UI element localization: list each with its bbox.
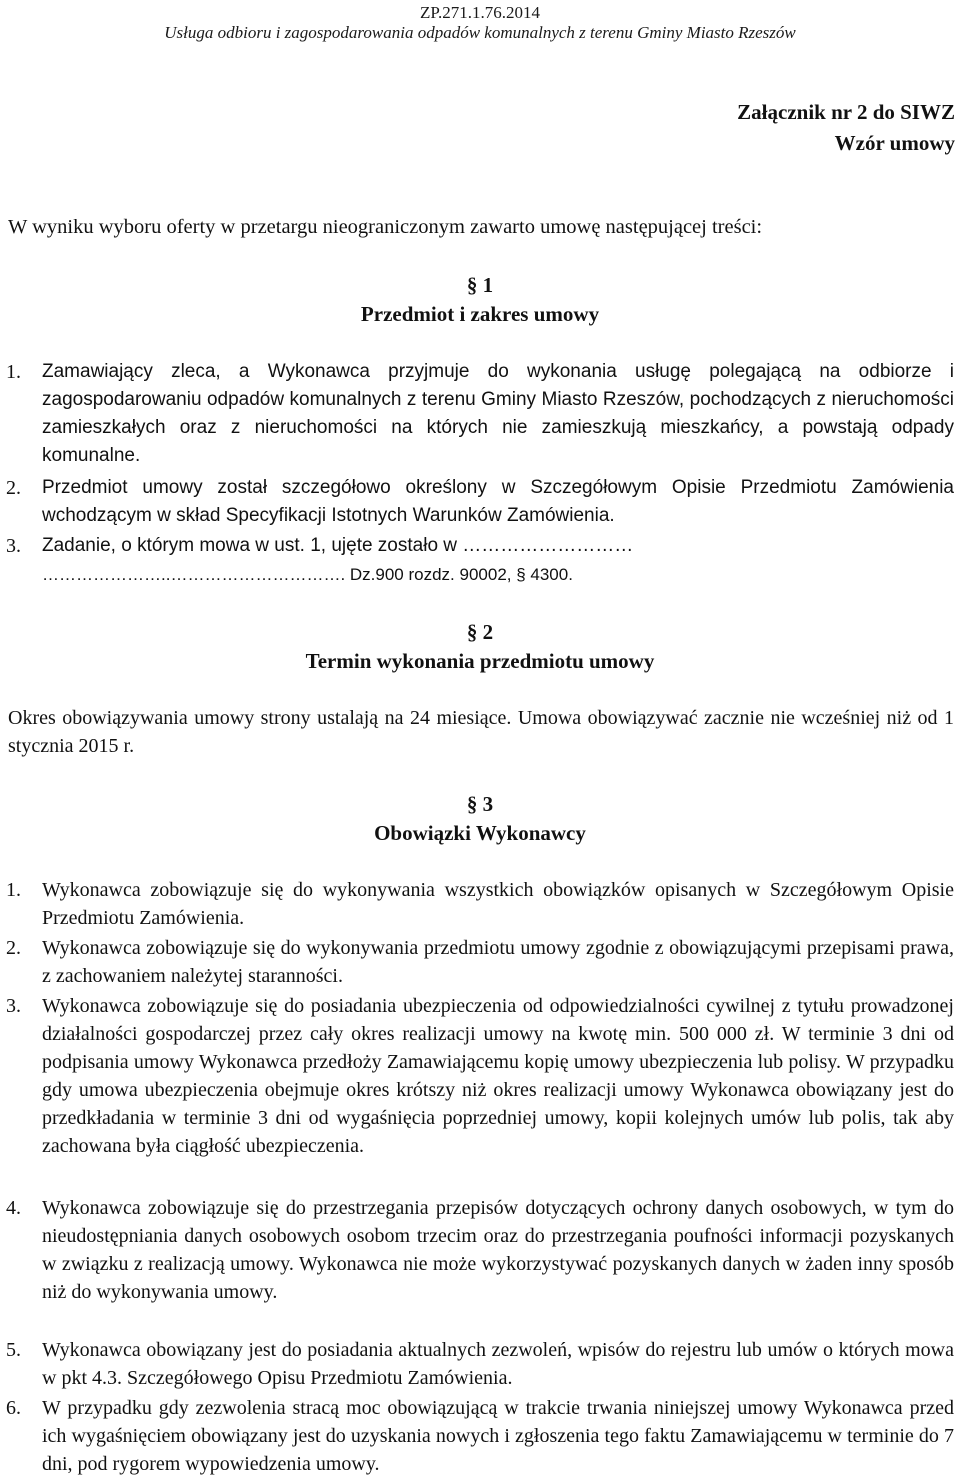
section-3-title: Obowiązki Wykonawcy bbox=[374, 821, 586, 845]
section-2-number: § 2 bbox=[466, 620, 494, 644]
intro-paragraph: W wyniku wyboru oferty w przetargu nieograniczonym zawarto umowę następującej treści: bbox=[8, 216, 763, 238]
section-3-item-3-text: Wykonawca zobowiązuje się do posiadania ubezpieczenia od odpowiedzialności cywilnej z tytułu prowadzonej działalności gospodarczej przez cały okres realizacji umowy na kwotę min. 500 000 zł. W terminie 3 dni od podpisania umowy Wykonawca przedłoży Zamawiającemu kopię umowy ubezpieczenia lub polisy. W przypadku gdy umowa ubezpieczenia obejmuje okres krótszy niż okres realizacji umowy Wykonawca obowiązany jest do przedkładania w terminie 3 dni od wygaśnięcia poprzedniej umowy, kopii kolejnych umów lub polis, tak aby zachowana była ciągłość ubezpieczenia. bbox=[42, 995, 954, 1157]
section-3-item-1-text: Wykonawca zobowiązuje się do wykonywania wszystkich obowiązków opisanych w Szczegółowym Opisie Przedmiotu Zamówienia. bbox=[42, 879, 954, 929]
section-3-item-3-number: 3. bbox=[6, 995, 21, 1017]
section-3-item-6-number: 6. bbox=[6, 1397, 21, 1419]
section-1-item-2-text: Przedmiot umowy został szczegółowo określony w Szczegółowym Opisie Przedmiotu Zamówienia wchodzącym w skład Specyfikacji Istotnych Warunków Zamówienia. bbox=[42, 477, 954, 526]
section-2-title: Termin wykonania przedmiotu umowy bbox=[305, 649, 655, 673]
section-3-item-6-text: W przypadku gdy zezwolenia stracą moc obowiązującą w trakcie trwania niniejszej umowy Wykonawca przed ich wygaśnięciem obowiązany jest do uzyskania nowych i zgłoszenia tego faktu Zamawiającemu w terminie do 7 dni, pod rygorem wypowiedzenia umowy. bbox=[42, 1397, 954, 1475]
section-1-item-1-number: 1. bbox=[6, 361, 21, 383]
section-3-item-4-text: Wykonawca zobowiązuje się do przestrzegania przepisów dotyczących ochrony danych osobowych, w tym do nieudostępniania danych osobowych osobom trzecim oraz do przestrzegania poufności informacji pozyskanych w związku z realizacją umowy. Wykonawca nie może wykorzystywać pozyskanych danych w żaden inny sposób niż do wykonywania umowy. bbox=[42, 1197, 954, 1303]
section-3-item-5-number: 5. bbox=[6, 1339, 21, 1361]
section-3-number: § 3 bbox=[466, 792, 494, 816]
section-1-item-2-number: 2. bbox=[6, 477, 21, 499]
section-3-item-1-number: 1. bbox=[6, 879, 21, 901]
section-3-item-2-number: 2. bbox=[6, 937, 21, 959]
section-2-text: Okres obowiązywania umowy strony ustalają na 24 miesiące. Umowa obowiązywać zacznie nie wcześniej niż od 1 stycznia 2015 r. bbox=[8, 707, 954, 757]
section-3-item-5-text: Wykonawca obowiązany jest do posiadania aktualnych zezwoleń, wpisów do rejestru lub umów o których mowa w pkt 4.3. Szczegółowego Opisu Przedmiotu Zamówienia. bbox=[42, 1339, 954, 1389]
annex-number: Załącznik nr 2 do SIWZ bbox=[737, 100, 955, 124]
section-1-number: § 1 bbox=[466, 273, 494, 297]
section-1-item-3-text: Zadanie, o którym mowa w ust. 1, ujęte zostało w ……………………… bbox=[42, 535, 634, 556]
section-3-item-2-text: Wykonawca zobowiązuje się do wykonywania przedmiotu umowy zgodnie z obowiązującymi przepisami prawa, z zachowaniem należytej staranności. bbox=[42, 937, 954, 987]
annex-subtitle: Wzór umowy bbox=[834, 131, 955, 155]
header-title: Usługa odbioru i zagospodarowania odpadów komunalnych z terenu Gminy Miasto Rzeszów bbox=[164, 23, 796, 42]
section-1-item-1-text: Zamawiający zleca, a Wykonawca przyjmuje do wykonania usługę polegającą na odbiorze i zagospodarowaniu odpadów komunalnych z terenu Gminy Miasto Rzeszów, pochodzących z nieruchomości zamieszkałych oraz z nieruchomości na których nie zamieszkują mieszkańcy, a powstają odpady komunalne. bbox=[42, 361, 954, 466]
section-1-item-3-number: 3. bbox=[6, 535, 21, 557]
header-reference-code: ZP.271.1.76.2014 bbox=[420, 3, 540, 22]
section-1-item-3-text-continued: …………………..…………………………. Dz.900 rozdz. 90002, § 4300. bbox=[42, 565, 573, 584]
section-1-title: Przedmiot i zakres umowy bbox=[360, 302, 600, 326]
section-3-item-4-number: 4. bbox=[6, 1197, 21, 1219]
